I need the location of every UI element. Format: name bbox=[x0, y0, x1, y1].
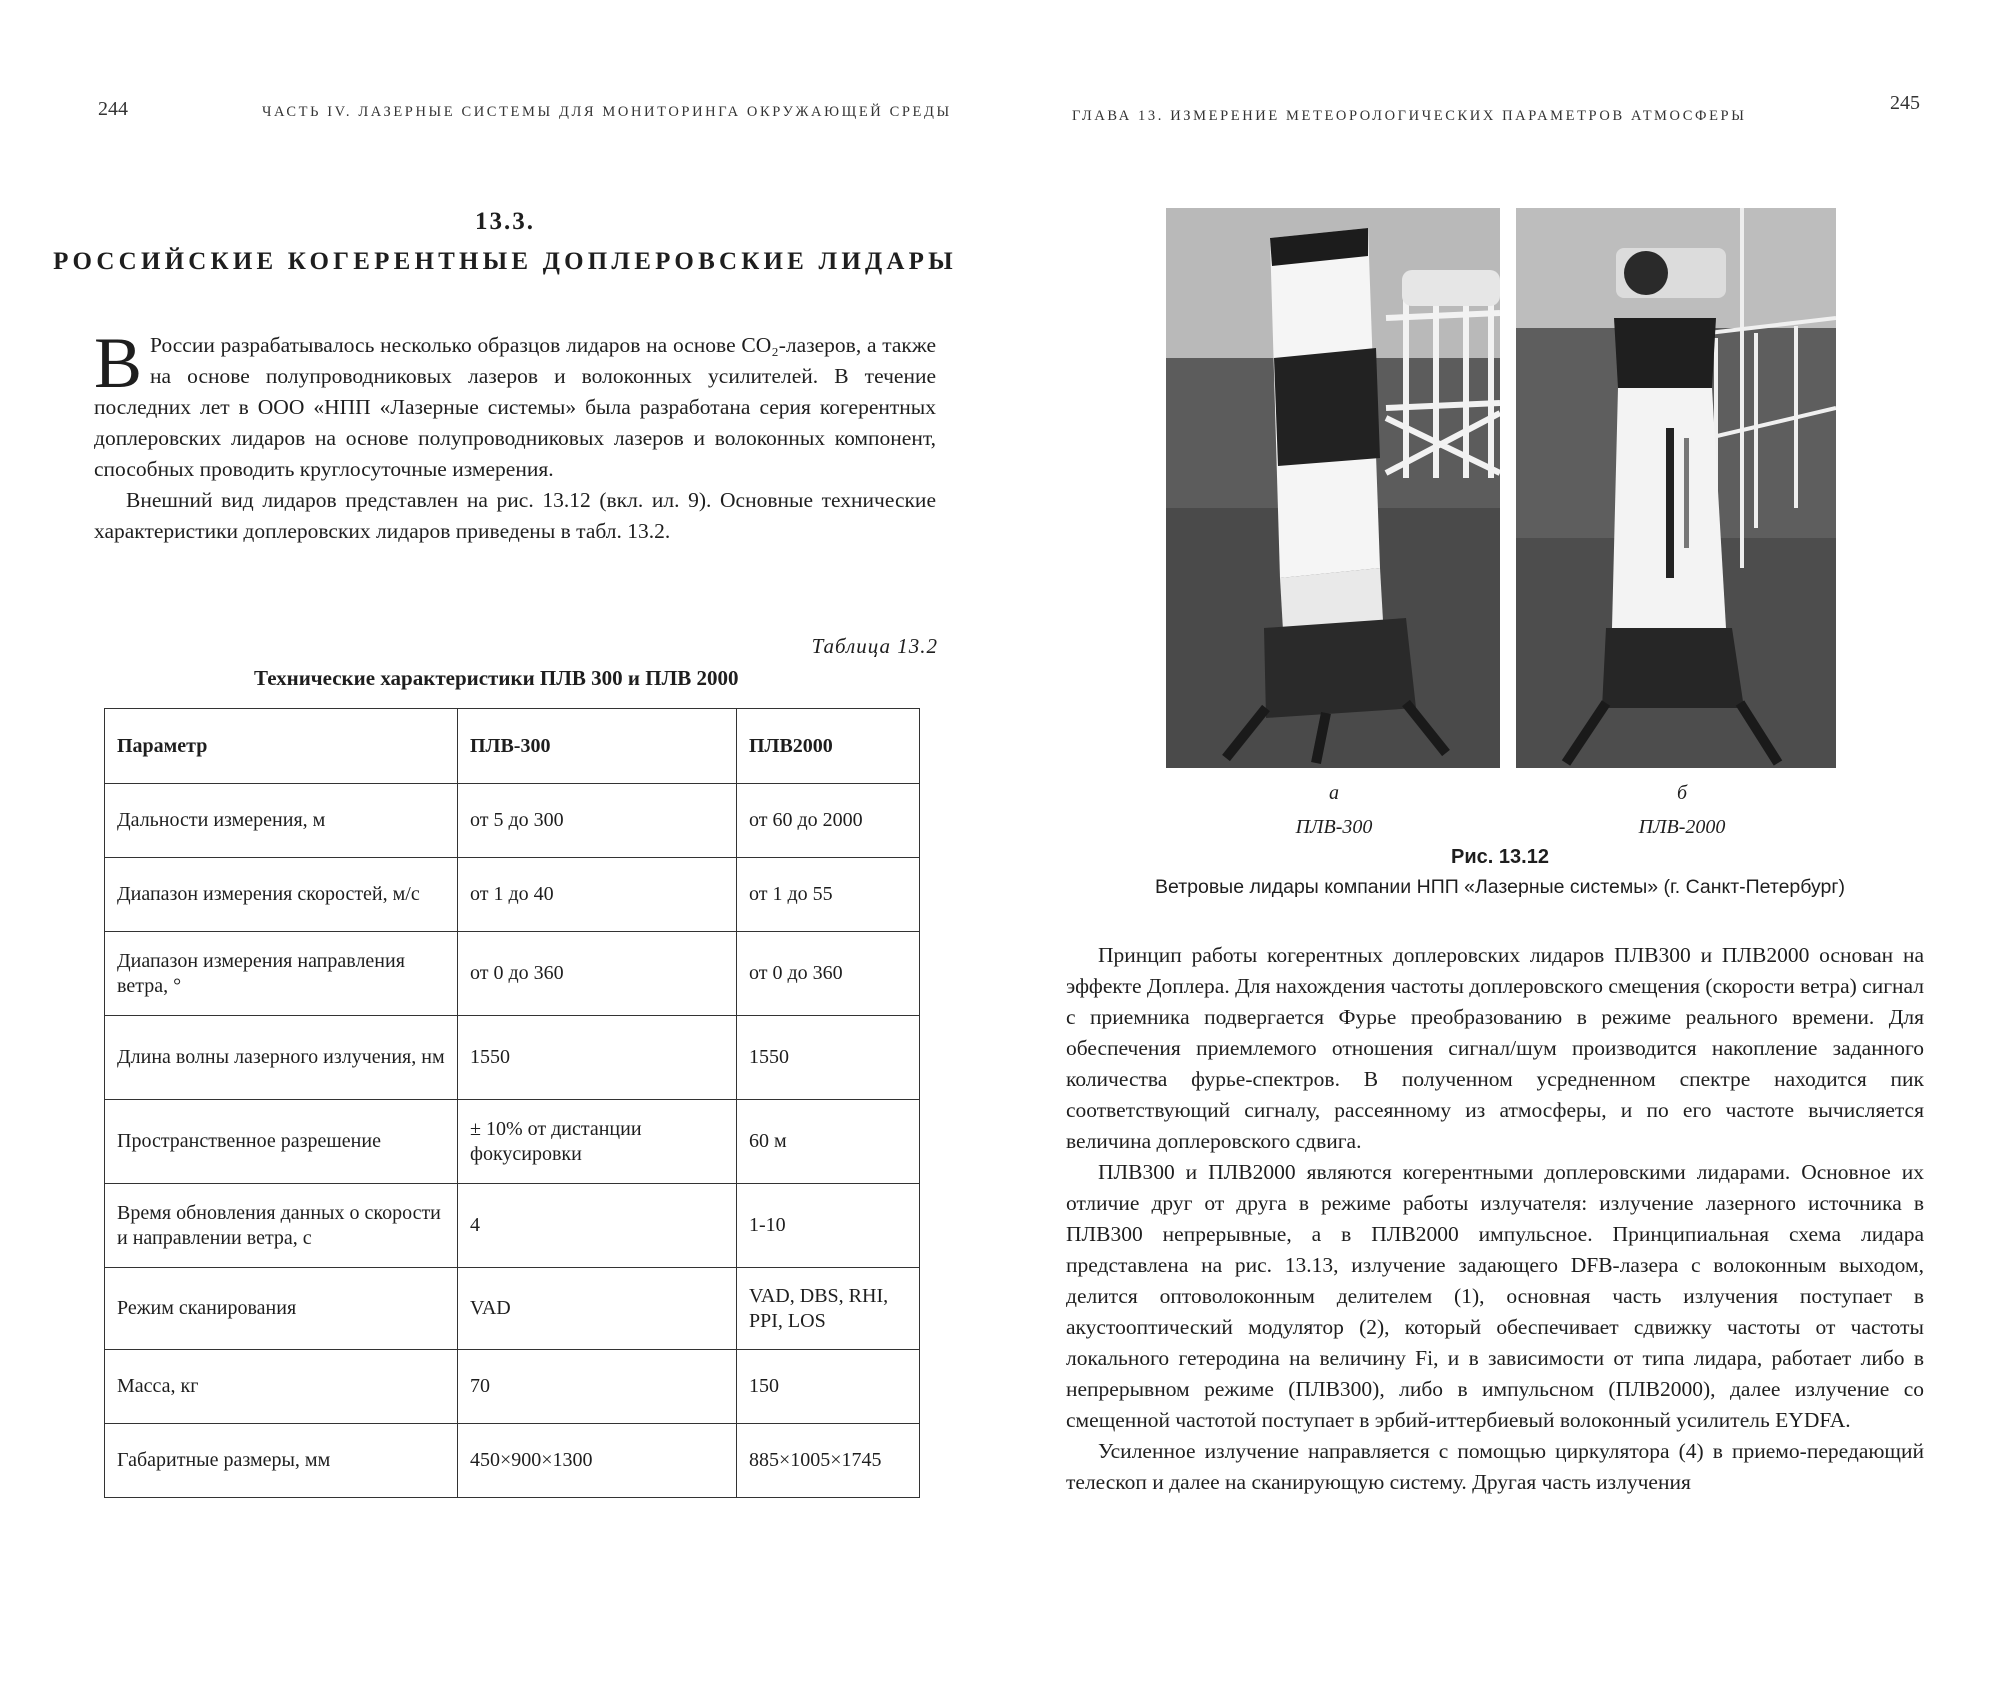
table-header: ПЛВ2000 bbox=[737, 709, 920, 784]
paragraph: В России разрабатывалось несколько образцов лидаров на основе CO₂-лазеров, а также на основе полупроводниковых лазеров и волоконных усилителей. В течение последних лет в ООО «НПП «Лазерные системы» была разработана серия когерентных доплеровских лидаров на основе полупроводниковых лазеров и волоконных компонент, способных проводить круглосуточные измерения. bbox=[94, 323, 936, 481]
spec-table bbox=[104, 708, 920, 1498]
table-row bbox=[105, 784, 920, 858]
table-cell: VAD, DBS, RHI, PPI, LOS bbox=[737, 1268, 920, 1350]
table-cell: Время обновления данных о скорости и направлении ветра, с bbox=[105, 1184, 458, 1268]
table-header-row bbox=[105, 709, 920, 784]
table-cell: Пространственное разрешение bbox=[105, 1100, 458, 1184]
running-head: ГЛАВА 13. ИЗМЕРЕНИЕ МЕТЕОРОЛОГИЧЕСКИХ ПАРАМЕТРОВ АТМОСФЕРЫ bbox=[1072, 108, 1747, 124]
table-header: Параметр bbox=[105, 709, 458, 784]
subfigure-a-name: ПЛВ-300 bbox=[1295, 816, 1373, 838]
table-row bbox=[105, 932, 920, 1016]
section-title: РОССИЙСКИЕ КОГЕРЕНТНЫЕ ДОПЛЕРОВСКИЕ ЛИДАРЫ bbox=[53, 248, 957, 275]
subfigure-b-name: ПЛВ-2000 bbox=[1638, 816, 1726, 838]
page-number: 245 bbox=[1890, 92, 1920, 114]
table-cell: Диапазон измерения скоростей, м/с bbox=[105, 858, 458, 932]
table-row bbox=[105, 1184, 920, 1268]
table-cell: от 0 до 360 bbox=[458, 932, 737, 1016]
table-cell: Диапазон измерения направления ветра, ° bbox=[105, 932, 458, 1016]
body-text bbox=[1066, 940, 1924, 1498]
paragraph: Внешний вид лидаров представлен на рис. 13.12 (вкл. ил. 9). Основные технические характеристики доплеровских лидаров приведены в табл. 13.2. bbox=[94, 488, 936, 543]
table-cell: от 5 до 300 bbox=[458, 784, 737, 858]
table-header: ПЛВ-300 bbox=[458, 709, 737, 784]
table-cell: Режим сканирования bbox=[105, 1268, 458, 1350]
table-label: Таблица 13.2 bbox=[811, 634, 938, 658]
figure-title: Рис. 13.12 bbox=[1451, 846, 1549, 868]
lidar-plv300-image bbox=[1166, 208, 1500, 768]
table-caption: Технические характеристики ПЛВ 300 и ПЛВ 2000 bbox=[254, 666, 739, 690]
table-cell: Длина волны лазерного излучения, нм bbox=[105, 1016, 458, 1100]
paragraph: Принцип работы когерентных доплеровских лидаров ПЛВ300 и ПЛВ2000 основан на эффекте Доплера. Для нахождения частоты доплеровского смещения (скорости ветра) сигнал с приемника подвергается Фурье преобразованию в режиме реального времени. Для обеспечения приемлемого отношения сигнал/шум производится накопление заданного количества фурье-спектров. В полученном усредненном спектре находится пик соответствующий сигналу, рассеянному из атмосферы, и по его частоте вычисляется величина доплеровского сдвига. bbox=[1066, 943, 1924, 1153]
table-cell: 450×900×1300 bbox=[458, 1424, 737, 1498]
table-cell: 1550 bbox=[458, 1016, 737, 1100]
right-page bbox=[1000, 0, 2000, 1687]
table-cell: 150 bbox=[737, 1350, 920, 1424]
section-number: 13.3. bbox=[475, 208, 535, 235]
intro-text bbox=[94, 323, 936, 547]
table-cell: 1550 bbox=[737, 1016, 920, 1100]
lidar-plv2000-image bbox=[1516, 208, 1836, 768]
table-row bbox=[105, 1016, 920, 1100]
table-cell: Габаритные размеры, мм bbox=[105, 1424, 458, 1498]
running-head: ЧАСТЬ IV. ЛАЗЕРНЫЕ СИСТЕМЫ ДЛЯ МОНИТОРИНГА ОКРУЖАЮЩЕЙ СРЕДЫ bbox=[262, 104, 952, 120]
table-cell: 1-10 bbox=[737, 1184, 920, 1268]
lidar-photo-b bbox=[1516, 208, 1836, 768]
subfigure-b-letter: б bbox=[1676, 782, 1688, 804]
table-cell: Масса, кг bbox=[105, 1350, 458, 1424]
table-cell: от 1 до 55 bbox=[737, 858, 920, 932]
subfigure-a-letter: а bbox=[1329, 782, 1339, 804]
paragraph: Усиленное излучение направляется с помощью циркулятора (4) в приемо-передающий телескоп и далее на сканирующую систему. Другая часть излучения bbox=[1066, 1439, 1924, 1494]
paragraph: ПЛВ300 и ПЛВ2000 являются когерентными доплеровскими лидарами. Основное их отличие друг от друга в режиме работы излучателя: излучение лазерного источника в ПЛВ300 непрерывные, а в ПЛВ2000 импульсное. Принципиальная схема лидара представлена на рис. 13.13, излучение задающего DFB-лазера с волоконным выходом, делится оптоволоконным делителем (1), основная часть излучения поступает в акустооптический модулятор (2), который обеспечивает сдвижку частоты от частоты локального гетеродина на величину Fi, и в зависимости от типа лидара, работает либо в непрерывном режиме (ПЛВ300), либо в импульсном (ПЛВ2000), далее излучение со смещенной частотой поступает в эрбий-иттербиевый волоконный усилитель EYDFA. bbox=[1066, 1160, 1924, 1432]
table-cell: Дальности измерения, м bbox=[105, 784, 458, 858]
table-row bbox=[105, 858, 920, 932]
table-cell: 60 м bbox=[737, 1100, 920, 1184]
table-cell: от 0 до 360 bbox=[737, 932, 920, 1016]
table-cell: от 1 до 40 bbox=[458, 858, 737, 932]
lidar-photo-a bbox=[1166, 208, 1500, 768]
table-cell: 70 bbox=[458, 1350, 737, 1424]
table-row bbox=[105, 1424, 920, 1498]
figure-description: Ветровые лидары компании НПП «Лазерные системы» (г. Санкт-Петербург) bbox=[1155, 876, 1845, 898]
table-cell: ± 10% от дистанции фокусировки bbox=[458, 1100, 737, 1184]
table-cell: 885×1005×1745 bbox=[737, 1424, 920, 1498]
table-row bbox=[105, 1350, 920, 1424]
table-row bbox=[105, 1100, 920, 1184]
page-number: 244 bbox=[98, 98, 128, 120]
table-cell: 4 bbox=[458, 1184, 737, 1268]
drop-cap: В bbox=[94, 323, 143, 403]
table-cell: от 60 до 2000 bbox=[737, 784, 920, 858]
table-cell: VAD bbox=[458, 1268, 737, 1350]
table-row bbox=[105, 1268, 920, 1350]
